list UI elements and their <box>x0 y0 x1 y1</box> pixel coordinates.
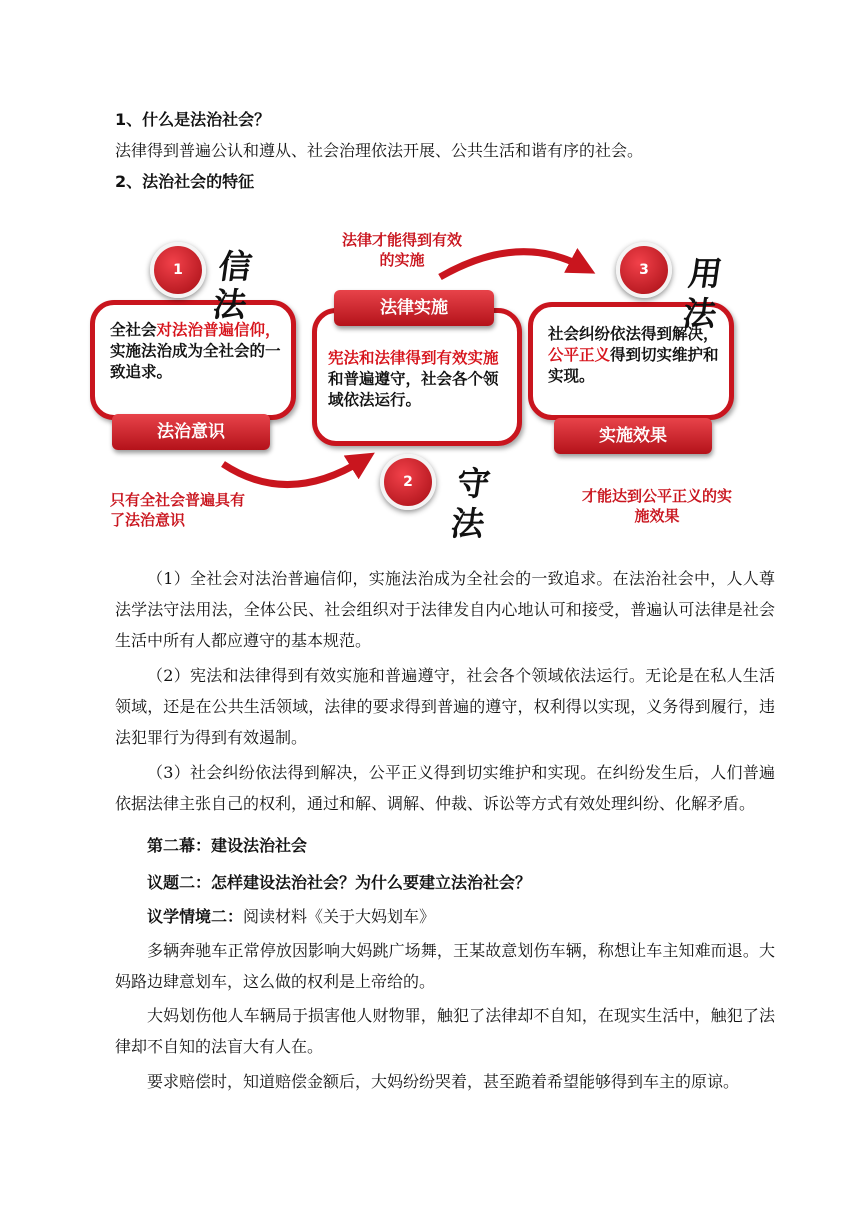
card-3-number-badge: 3 <box>616 242 672 298</box>
card-2-banner: 法律实施 <box>334 290 494 326</box>
story-paragraph-2: 大妈划伤他人车辆局于损害他人财物罪，触犯了法律却不自知，在现实生活中，触犯了法律却不自知的法盲大有人在。 <box>115 1006 775 1056</box>
question-2-heading: 2、法治社会的特征 <box>115 172 255 191</box>
topic-2-heading: 议题二：怎样建设法治社会？为什么要建立法治社会？ <box>147 873 532 892</box>
story-paragraph-1: 多辆奔驰车正常停放因影响大妈跳广场舞，王某故意划伤车辆，称想让车主知难而退。大妈路边肆意划车，这么做的权利是上帝给的。 <box>115 941 775 991</box>
rule-of-law-diagram <box>88 222 778 552</box>
scene-2-text: 阅读材料《关于大妈划车》 <box>243 907 436 926</box>
card-3-banner: 实施效果 <box>554 418 712 454</box>
card-1-calligraphy: 信法 <box>210 247 255 324</box>
question-1-heading: 1、什么是法治社会？ <box>115 110 271 129</box>
paragraph-1: （1）全社会对法治普遍信仰，实施法治成为全社会的一致追求。在法治社会中，人人尊法学法守法用法，全体公民、社会组织对于法律发自内心地认可和接受，普遍认可法律是社会生活中所有人都应遵守的基本规范。 <box>115 569 775 650</box>
scene-2-line <box>115 901 775 932</box>
story-paragraph-3: 要求赔偿时，知道赔偿金额后，大妈纷纷哭着，甚至跪着希望能够得到车主的原谅。 <box>147 1072 740 1091</box>
card-2-note: 法律才能得到有效的实施 <box>341 231 462 269</box>
card-3-note: 才能达到公平正义的实施效果 <box>582 487 733 525</box>
card-2-text: 宪法和法律得到有效实施和普遍遵守，社会各个领域依法运行。 <box>328 349 499 409</box>
act-2-heading: 第二幕：建设法治社会 <box>147 836 308 855</box>
card-1-banner: 法治意识 <box>112 414 270 450</box>
card-1-note: 只有全社会普遍具有了法治意识 <box>110 491 246 529</box>
card-2-calligraphy: 守法 <box>448 464 493 543</box>
question-1-answer: 法律得到普遍公认和遵从、社会治理依法开展、公共生活和谐有序的社会。 <box>115 141 644 160</box>
card-2-number-badge: 2 <box>380 454 436 510</box>
card-3-calligraphy: 用法 <box>680 254 725 333</box>
paragraph-3: （3）社会纠纷依法得到解决，公平正义得到切实维护和实现。在纠纷发生后，人们普遍依据法律主张自己的权利，通过和解、调解、仲裁、诉讼等方式有效处理纠纷、化解矛盾。 <box>115 763 775 813</box>
card-3-text: 社会纠纷依法得到解决，公平正义得到切实维护和实现。 <box>548 325 719 385</box>
card-1-number-badge: 1 <box>150 242 206 298</box>
card-1-text: 全社会对法治普遍信仰，实施法治成为全社会的一致追求。 <box>110 321 281 381</box>
paragraph-2: （2）宪法和法律得到有效实施和普遍遵守，社会各个领域依法运行。无论是在私人生活领域，还是在公共生活领域，法律的要求得到普遍的遵守，权利得以实现，义务得到履行，违法犯罪行为得到有效遏制。 <box>115 666 775 747</box>
scene-2-label: 议学情境二： <box>147 907 244 926</box>
arrow-bottom <box>223 460 363 485</box>
